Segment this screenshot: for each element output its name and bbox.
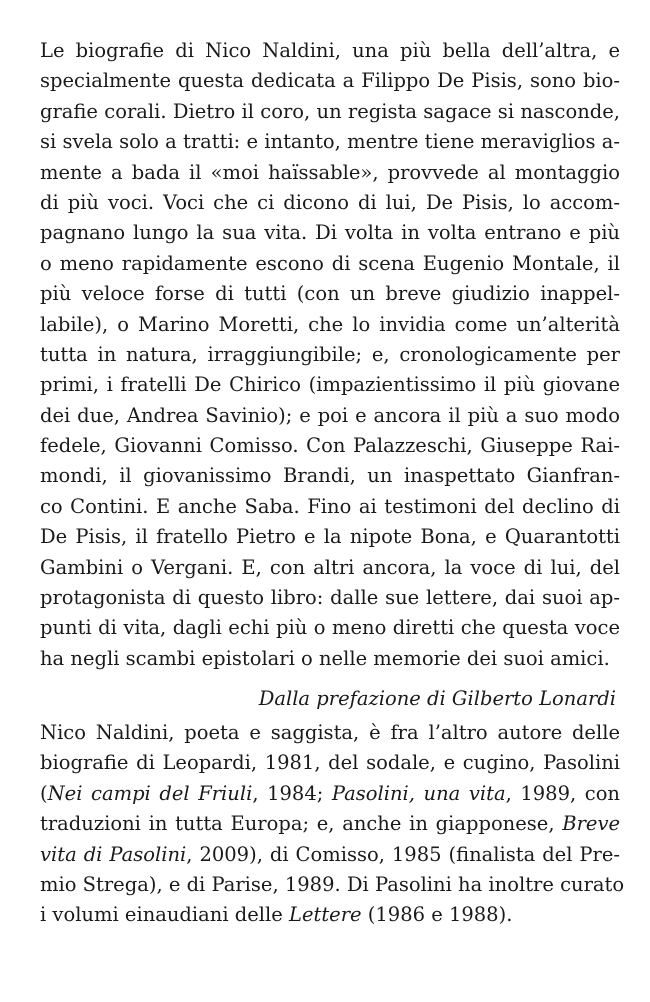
bio-text: (1986 e 1988).	[361, 903, 513, 927]
preface-line: De Pisis, il fratello Pietro e la nipote Bona, e Quarantotti	[40, 525, 620, 549]
preface-line: primi, i fratelli De Chirico (impazientissimo il più giovane	[40, 373, 620, 397]
book-title: Nei campi del Friuli	[47, 781, 253, 805]
bio-text: , 2009), di Comisso, 1985 (finalista del Pre-	[186, 842, 621, 866]
bio-line: mio Strega), e di Parise, 1989. Di Pasolini ha inoltre curato	[40, 872, 625, 896]
bio-text: traduzioni in tutta Europa; e, anche in giapponese,	[40, 812, 563, 836]
bio-text: (	[40, 781, 48, 805]
preface-line: dei due, Andrea Savinio); e poi e ancora il più a suo modo	[40, 403, 620, 427]
bio-line	[40, 779, 620, 809]
bio-line: Nico Naldini, poeta e saggista, è fra l’altro autore delle	[40, 721, 620, 744]
preface-line: di più voci. Voci che ci dicono di lui, De Pisis, lo accom-	[40, 190, 620, 214]
bio-line: biografie di Leopardi, 1981, del sodale, e cugino, Pasolini	[40, 751, 620, 775]
book-title: vita di Pasolini	[40, 842, 187, 866]
preface-line: mondi, il giovanissimo Brandi, un inaspettato Gianfran-	[40, 464, 620, 488]
bio-line	[40, 900, 620, 930]
preface-line: Gambini o Vergani. E, con altri ancora, la voce di lui, del	[40, 555, 620, 579]
preface-line: pagnano lungo la sua vita. Di volta in volta entrano e più	[40, 221, 620, 245]
preface-line: punti di vita, dagli echi più o meno diretti che questa voce	[40, 616, 620, 640]
preface-line: mente a bada il «moi haïssable», provvede al montaggio	[40, 160, 620, 184]
bio-text: , 1984;	[252, 781, 332, 805]
book-title: Breve	[562, 812, 620, 836]
preface-line: fedele, Giovanni Comisso. Con Palazzeschi, Giuseppe Rai-	[40, 434, 620, 458]
preface-line: Le biografie di Nico Naldini, una più bella dell’altra, e	[40, 39, 620, 62]
preface-line: protagonista di questo libro: dalle sue lettere, dai suoi ap-	[40, 586, 620, 610]
bio-text: i volumi einaudiani delle	[40, 903, 290, 927]
preface-line: o meno rapidamente escono di scena Eugenio Montale, il	[40, 251, 620, 275]
preface-line: labile), o Marino Moretti, che lo invidia come un’alterità	[40, 312, 620, 336]
bio-text: , 1989, con	[505, 781, 620, 805]
book-title: Lettere	[289, 903, 362, 927]
preface-line: più veloce forse di tutti (con un breve giudizio inappel-	[40, 282, 620, 306]
author-bio	[40, 718, 625, 931]
preface-attribution-block	[40, 684, 620, 714]
preface-line: co Contini. E anche Saba. Fino ai testimoni del declino di	[40, 494, 620, 518]
preface-line: tutta in natura, irraggiungibile; e, cronologicamente per	[40, 342, 620, 366]
bio-line	[40, 840, 620, 870]
preface-line: specialmente questa dedicata a Filippo De Pisis, sono bio-	[40, 69, 620, 93]
preface-excerpt	[40, 36, 620, 674]
preface-line: ha negli scambi epistolari o nelle memorie dei suoi amici.	[40, 646, 610, 670]
preface-line: si svela solo a tratti: e intanto, mentre tiene meraviglios a-	[40, 130, 620, 154]
book-title: Pasolini, una vita	[331, 781, 506, 805]
bio-line	[40, 809, 620, 839]
preface-attribution: Dalla prefazione di Gilberto Lonardi	[258, 687, 616, 710]
preface-line: grafie corali. Dietro il coro, un regista sagace si nasconde,	[40, 99, 620, 123]
